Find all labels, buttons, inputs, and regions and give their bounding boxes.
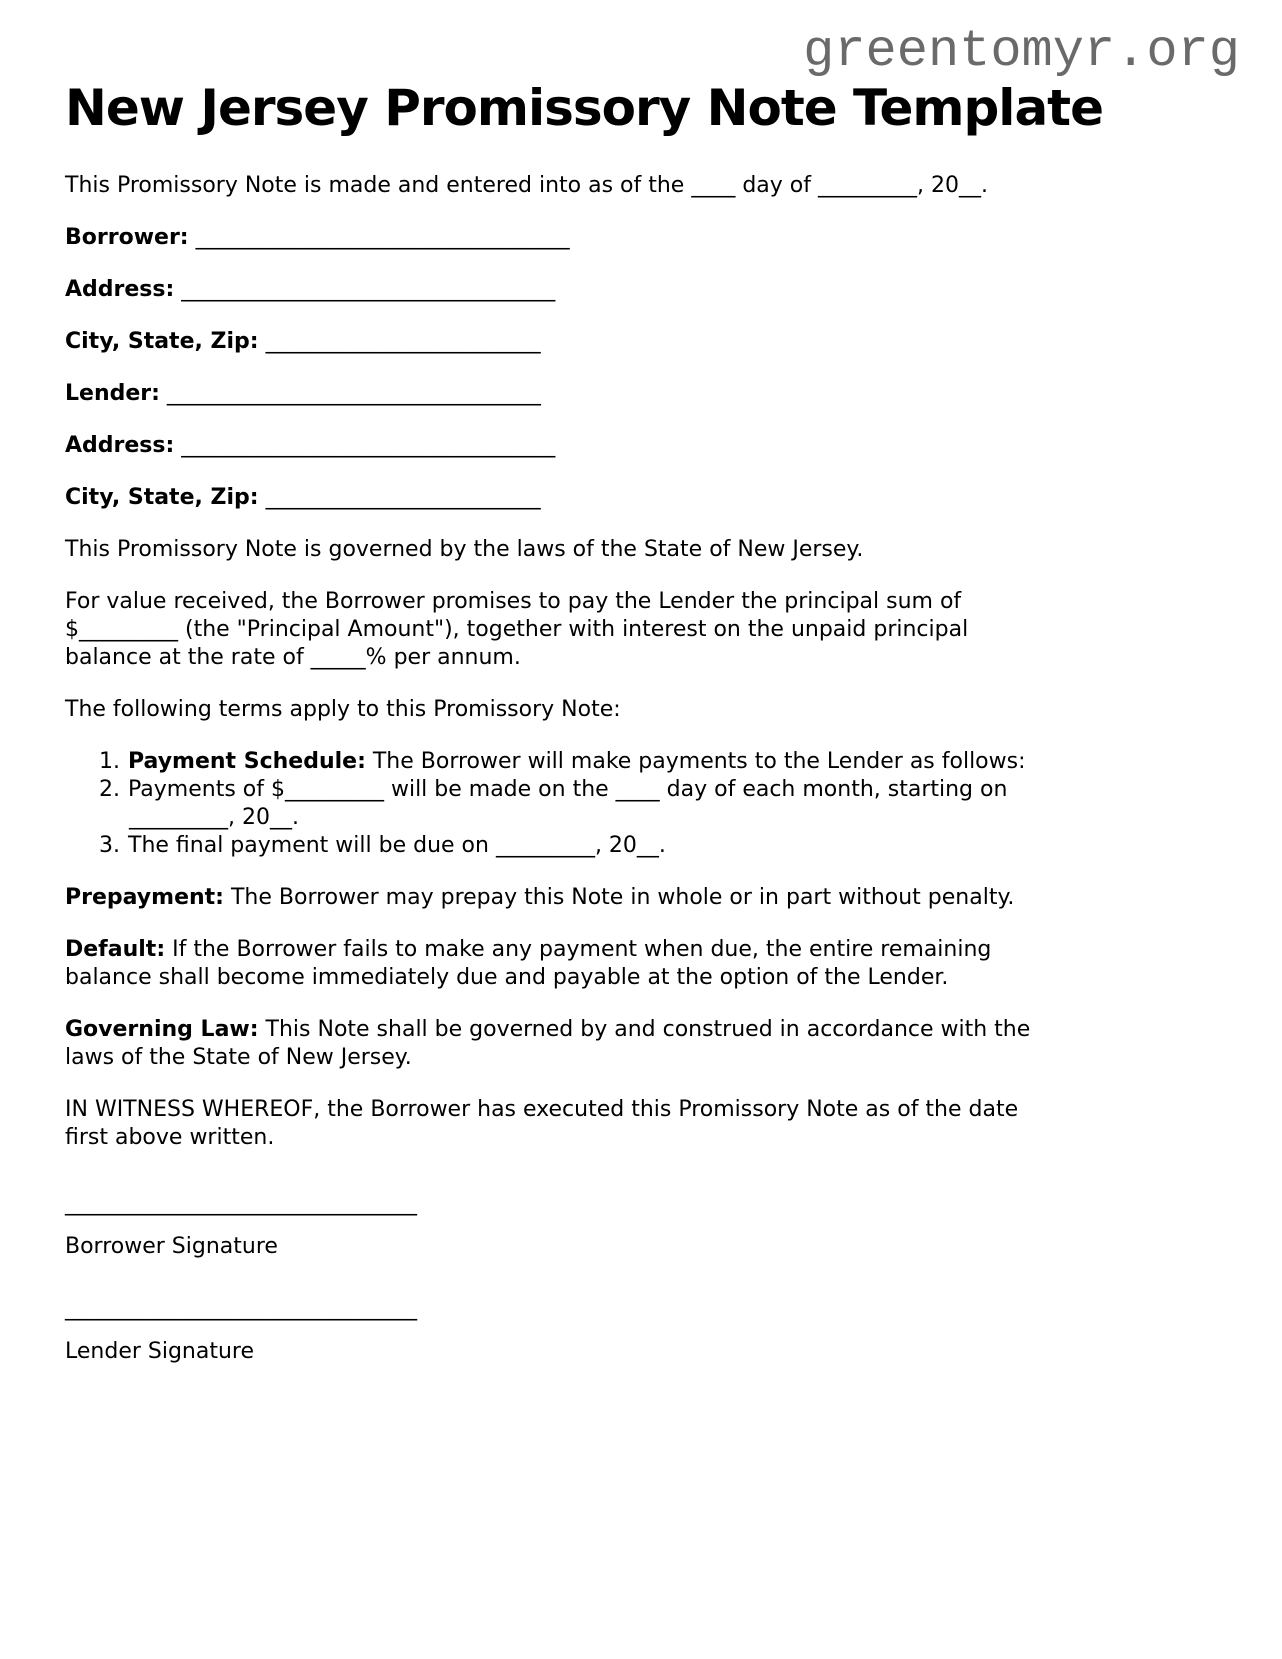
value-received-line-3: balance at the rate of _____% per annum. [65,645,521,670]
value-received-line-2: $_________ (the "Principal Amount"), together with interest on the unpaid principal [65,617,969,642]
term-number-1: 1. [99,749,120,774]
intro-paragraph: This Promissory Note is made and entered into as of the ____ day of _________, 20__. [65,173,988,198]
term-item-payment-schedule [99,748,1217,776]
borrower-city-state-zip-blank: _________________________ [265,329,541,354]
governing-law-paragraph [65,1016,1217,1072]
terms-list [65,748,1217,860]
field-row-borrower-address [65,276,1217,304]
field-row-borrower [65,224,1217,252]
borrower-signature-label: Borrower Signature [65,1234,278,1259]
witness-paragraph [65,1096,1217,1152]
lender-city-state-zip-label: City, State, Zip: [65,485,259,510]
prepayment-paragraph [65,884,1217,912]
payment-schedule-heading: Payment Schedule: [128,749,366,774]
borrower-city-state-zip-label: City, State, Zip: [65,329,259,354]
lender-signature-line: ________________________________ [65,1296,417,1321]
term-1-text: The Borrower will make payments to the Lender as follows: [365,749,1026,774]
lender-label: Lender: [65,381,160,406]
prepayment-text: The Borrower may prepay this Note in whole or in part without penalty. [223,885,1015,910]
witness-line-2: first above written. [65,1125,275,1150]
term-2-line-2: _________, 20__. [129,805,299,830]
watermark: greentomyr.org [803,22,1240,81]
term-item-payments [99,776,1217,832]
borrower-signature-block [65,1190,1217,1261]
lender-address-label: Address: [65,433,175,458]
governing-state-paragraph: This Promissory Note is governed by the laws of the State of New Jersey. [65,537,864,562]
borrower-label: Borrower: [65,225,189,250]
default-line-2: balance shall become immediately due and payable at the option of the Lender. [65,965,949,990]
borrower-signature-line: ________________________________ [65,1191,417,1216]
value-received-line-1: For value received, the Borrower promises to pay the Lender the principal sum of [65,589,962,614]
term-item-final-payment [99,832,1217,860]
governing-law-line-1: This Note shall be governed by and construed in accordance with the [258,1017,1031,1042]
prepayment-heading: Prepayment: [65,885,224,910]
field-row-lender-city-state-zip [65,484,1217,512]
page-title: New Jersey Promissory Note Template [65,79,1103,137]
lender-city-state-zip-blank: _________________________ [265,485,541,510]
default-heading: Default: [65,937,166,962]
value-received-paragraph [65,588,1217,672]
field-row-lender-address [65,432,1217,460]
borrower-blank: __________________________________ [195,225,570,250]
default-line-1: If the Borrower fails to make any payment when due, the entire remaining [165,937,992,962]
terms-intro-paragraph: The following terms apply to this Promissory Note: [65,697,621,722]
term-number-3: 3. [99,833,120,858]
witness-line-1: IN WITNESS WHEREOF, the Borrower has executed this Promissory Note as of the date [65,1097,1019,1122]
governing-law-heading: Governing Law: [65,1017,259,1042]
field-row-lender [65,380,1217,408]
term-3-text: The final payment will be due on _________, 20__. [128,833,666,858]
lender-address-blank: __________________________________ [181,433,556,458]
lender-blank: __________________________________ [166,381,541,406]
borrower-address-label: Address: [65,277,175,302]
field-row-borrower-city-state-zip [65,328,1217,356]
default-paragraph [65,936,1217,992]
governing-law-line-2: laws of the State of New Jersey. [65,1045,412,1070]
lender-signature-block [65,1295,1217,1366]
lender-signature-label: Lender Signature [65,1339,255,1364]
term-number-2: 2. [99,777,120,802]
borrower-address-blank: __________________________________ [181,277,556,302]
term-2-line-1: Payments of $_________ will be made on the ____ day of each month, starting on [128,777,1008,802]
